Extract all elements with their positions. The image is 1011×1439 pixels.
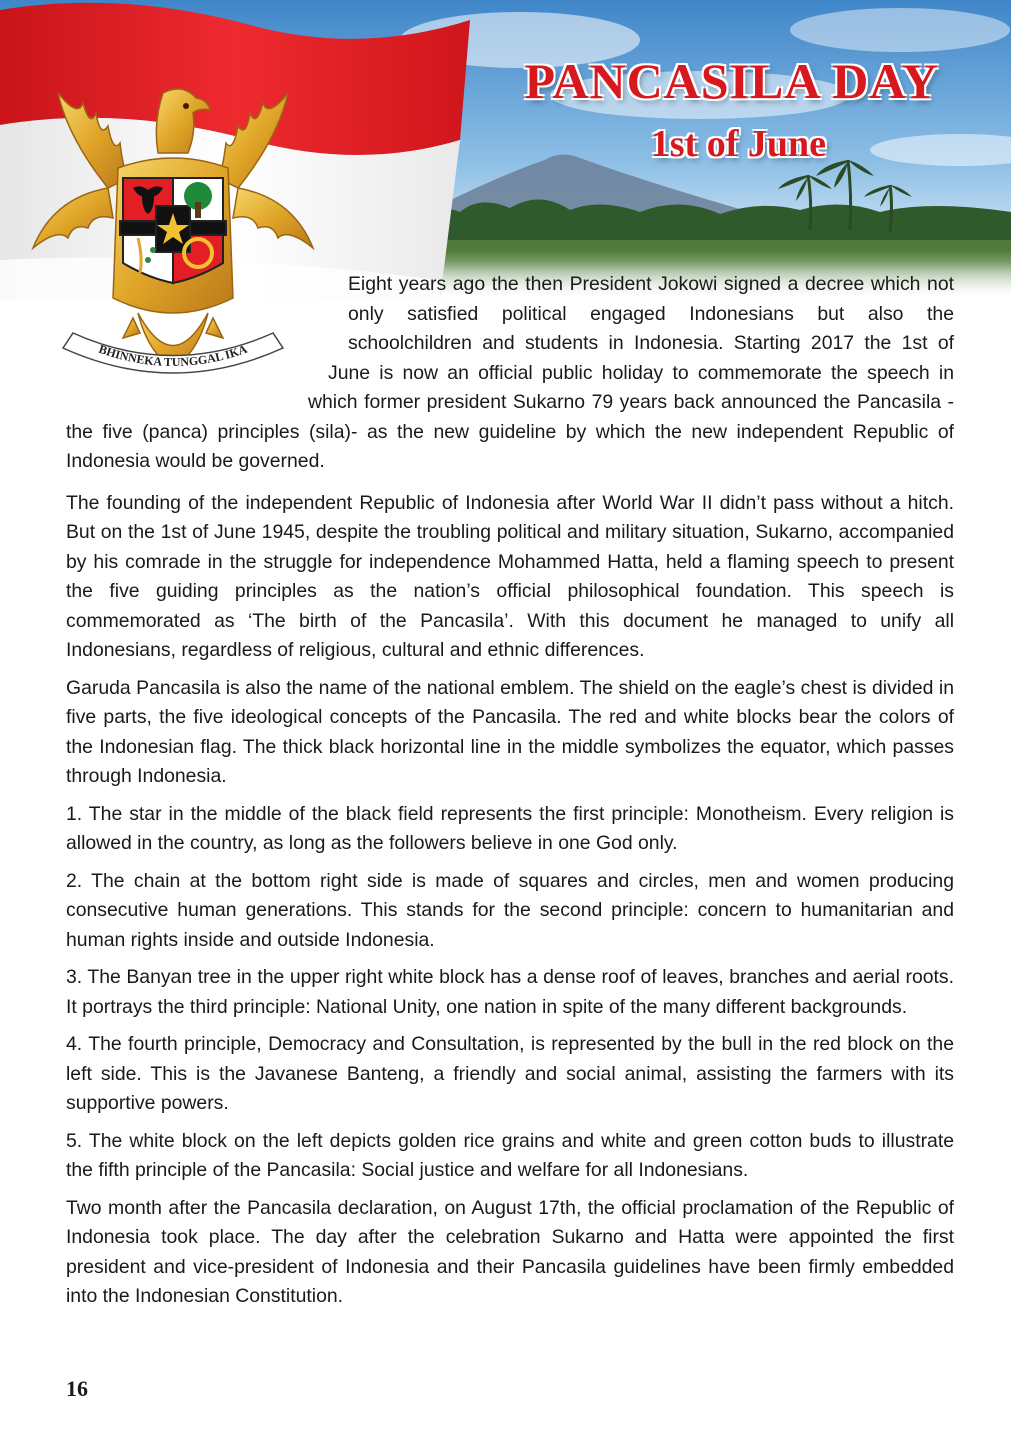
emblem-wrap-spacer	[66, 300, 348, 330]
page-number: 16	[66, 1376, 88, 1401]
emblem-wrap-spacer	[66, 388, 308, 418]
principle-1-paragraph: 1. The star in the middle of the black field represents the first principle: Monotheism. Every religion is allowed in the country, as long as the followers believe in one God only.	[66, 802, 954, 854]
intro-paragraph: Eight years ago the then President Jokowi signed a decree which not only satisfied political engaged Indonesians but also the schoolchildren and students in Indonesia. Starting 2017 the 1st of June is now an official public holiday to commemorate the speech in which former president Sukarno 79 years back announced the Pancasila -the five (panca) principles (sila)- as the new guideline by which the new independent Republic of Indonesia would be governed.	[66, 273, 954, 472]
principle-3-paragraph: 3. The Banyan tree in the upper right white block has a dense roof of leaves, branches and aerial roots. It portrays the third principle: National Unity, one nation in spite of the many different backgrounds.	[66, 966, 954, 1018]
page-title: PANCASILA DAY	[524, 53, 939, 109]
article-body	[66, 270, 954, 1320]
emblem-paragraph: Garuda Pancasila is also the name of the national emblem. The shield on the eagle’s chest is divided in five parts, the five ideological concepts of the Pancasila. The red and white blocks bear the colors of the Indonesian flag. The thick black horizontal line in the middle symbolizes the equator, which passes through Indonesia.	[66, 676, 954, 787]
founding-paragraph: The founding of the independent Republic of Indonesia after World War II didn’t pass without a hitch. But on the 1st of June 1945, despite the troubling political and military situation, Sukarno, accompanied by his comrade in the struggle for independence Mohammed Hatta, held a flaming speech to present the five guiding principles as the nation’s official philosophical foundation. This speech is commemorated as ‘The birth of the Pancasila’. With this document he managed to unify all Indonesians, regardless of religious, cultural and ethnic differences.	[66, 491, 954, 661]
emblem-wrap-spacer	[66, 270, 348, 300]
principle-4-paragraph: 4. The fourth principle, Democracy and Consultation, is represented by the bull in the red block on the left side. This is the Javanese Banteng, a friendly and social animal, assisting the farmers with its supportive powers.	[66, 1033, 954, 1114]
principle-2-paragraph: 2. The chain at the bottom right side is made of squares and circles, men and women producing consecutive human generations. This stands for the second principle: concern to humanitarian and human rights inside and outside Indonesia.	[66, 869, 954, 951]
principle-5-paragraph: 5. The white block on the left depicts golden rice grains and white and green cotton buds to illustrate the fifth principle of the Pancasila: Social justice and welfare for all Indonesians.	[66, 1129, 954, 1181]
emblem-motto: BHINNEKA TUNGGAL IKA	[97, 341, 249, 370]
page-subtitle: 1st of June	[650, 123, 826, 165]
emblem-wrap-spacer	[66, 359, 328, 389]
closing-paragraph: Two month after the Pancasila declaration, on August 17th, the official proclamation of the Republic of Indonesia took place. The day after the celebration Sukarno and Hatta were appointed the first president and vice-president of Indonesia and their Pancasila guidelines have been firmly embedded into the Indonesian Constitution.	[66, 1196, 954, 1307]
emblem-wrap-spacer	[66, 329, 348, 359]
